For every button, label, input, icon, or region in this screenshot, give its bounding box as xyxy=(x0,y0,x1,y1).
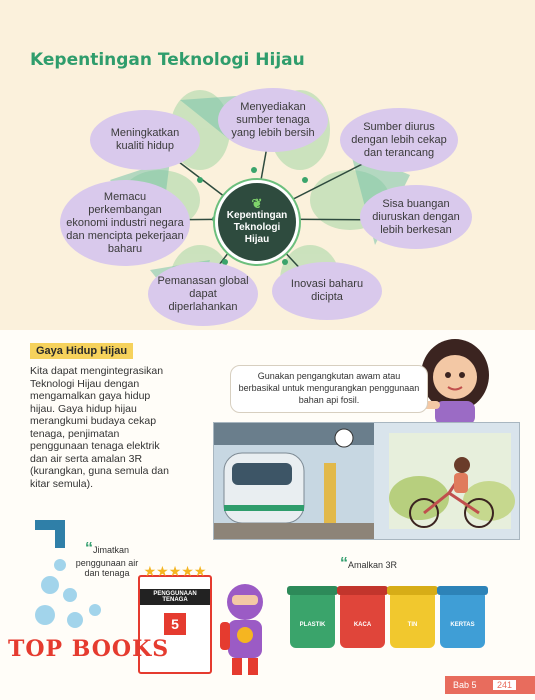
watermark-logo: TOP BOOKS xyxy=(8,636,170,662)
superhero-illustration xyxy=(210,580,280,675)
bin-plastik xyxy=(290,592,335,648)
bubble-tenaga-bersih: Menyediakan sumber tenaga yang lebih bersih xyxy=(218,88,328,152)
star-row-icon: ★★★★★ xyxy=(143,563,207,579)
bubble-inovasi: Inovasi baharu dicipta xyxy=(272,262,382,320)
bubble-kualiti-hidup: Meningkatkan kualiti hidup xyxy=(90,110,200,170)
bin-tin xyxy=(390,592,435,648)
quote-mark-icon: “ xyxy=(84,540,93,557)
footer-chapter: Bab 5 xyxy=(453,680,477,690)
quote-3r xyxy=(340,555,397,573)
quote-jimatkan xyxy=(72,540,142,578)
speech-bubble: Gunakan pengangkutan awam atau berbasikal untuk mengurangkan penggunaan bahan api fosil. xyxy=(230,365,428,413)
bubble-sumber-diurus: Sumber diurus dengan lebih cekap dan terancang xyxy=(340,108,458,172)
energy-stars-badge: 5 xyxy=(164,613,186,635)
center-line3: Hijau xyxy=(244,234,270,245)
bin-kertas-label: KERTAS xyxy=(450,622,475,628)
energy-label-title: PENGGUNAAN TENAGA xyxy=(140,589,210,605)
faucet-illustration xyxy=(25,520,135,640)
bin-kertas xyxy=(440,592,485,648)
bin-tin-label: TIN xyxy=(407,622,418,628)
section-title: Gaya Hidup Hijau xyxy=(30,343,133,359)
center-node xyxy=(215,180,299,264)
bubble-pemanasan-global: Pemanasan global dapat diperlahankan xyxy=(148,262,258,326)
bubble-ekonomi: Memacu perkembangan ekonomi industri negara dan mencipta pekerjaan baharu xyxy=(60,180,190,266)
bin-kaca-label: KACA xyxy=(353,622,372,628)
bin-plastik-label: PLASTIK xyxy=(299,622,326,628)
quote-mark-icon-2: “ xyxy=(340,555,348,572)
quote-3r-text: Amalkan 3R xyxy=(348,560,398,570)
leaf-icon: ❦ xyxy=(251,196,263,211)
bubble-sisa-buangan: Sisa buangan diuruskan dengan lebih berkesan xyxy=(360,185,472,249)
bin-kaca xyxy=(340,592,385,648)
section-body: Kita dapat mengintegrasikan Teknologi Hijau dengan mengamalkan gaya hidup hijau. Gaya hidup hijau merangkumi budaya cekap tenaga, penjimatan penggunaan tenaga elektrik dan air serta amalan 3R (kurangkan, guna semula dan kitar semula). xyxy=(30,365,169,490)
page-title: Kepentingan Teknologi Hijau xyxy=(30,50,305,70)
center-line2: Teknologi xyxy=(233,222,281,233)
center-line1: Kepentingan xyxy=(226,210,288,221)
transport-scene xyxy=(213,422,520,540)
train-bicycle-illustration xyxy=(214,423,519,539)
footer-page-number: 241 xyxy=(493,680,516,690)
page-footer xyxy=(445,676,535,694)
quote-jimatkan-text: Jimatkan penggunaan air dan tenaga xyxy=(75,545,139,578)
